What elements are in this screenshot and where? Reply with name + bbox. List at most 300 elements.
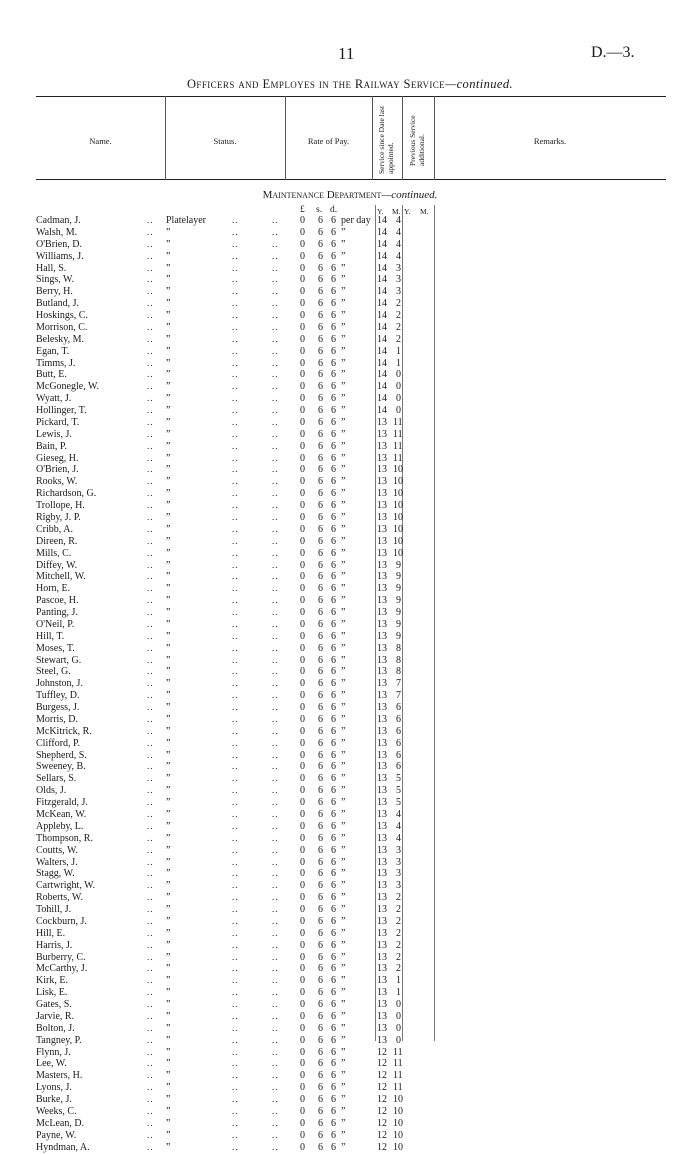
pay-shillings: 6 [318,761,323,773]
service-months: 10 [393,476,403,488]
pay-shillings: 6 [318,381,323,393]
employee-status: ” [166,559,171,571]
pay-shillings: 6 [318,630,323,642]
pay-shillings: 6 [318,345,323,357]
pay-period: ” [341,785,346,797]
leader-dots: .. [147,1082,154,1093]
service-months: 0 [396,381,401,393]
employee-status: ” [166,690,171,702]
employee-status: ” [166,1094,171,1106]
pay-shillings: 6 [318,773,323,785]
employee-name: Jarvie, R. [36,1010,75,1022]
leader-dots: .. [147,535,154,546]
leader-dots: .. [272,951,279,962]
leader-dots: .. [232,1010,239,1021]
leader-dots: .. [272,369,279,380]
leader-dots: .. [147,333,154,344]
pay-pounds: 0 [300,797,305,809]
leader-dots: .. [272,927,279,938]
employee-name: Harris, J. [36,939,73,951]
pay-period: ” [341,369,346,381]
employee-name: McCarthy, J. [36,963,88,975]
leader-dots: .. [232,618,239,629]
pay-shillings: 6 [318,975,323,987]
leader-dots: .. [232,702,239,713]
leader-dots: .. [147,321,154,332]
employee-status: ” [166,321,171,333]
pay-pence: 6 [331,238,336,250]
employee-status: ” [166,1034,171,1046]
leader-dots: .. [232,820,239,831]
pay-period: ” [341,761,346,773]
employee-name: Hill, T. [36,630,65,642]
pay-pounds: 0 [300,393,305,405]
leader-dots: .. [147,749,154,760]
employee-name: Rooks, W. [36,476,78,488]
service-months: 10 [393,1094,403,1106]
employee-status: ” [166,725,171,737]
leader-dots: .. [272,571,279,582]
service-years: 13 [377,416,387,428]
pay-pence: 6 [331,583,336,595]
pay-pence: 6 [331,630,336,642]
service-years: 14 [377,226,387,238]
service-months: 11 [393,1070,403,1082]
employee-name: Bolton, J. [36,1022,75,1034]
service-years: 12 [377,1094,387,1106]
pay-pounds: 0 [300,856,305,868]
service-months: 2 [396,892,401,904]
pay-pounds: 0 [300,618,305,630]
pay-pence: 6 [331,987,336,999]
pay-period: ” [341,915,346,927]
service-months: 3 [396,844,401,856]
table-row [0,1011,700,1023]
employee-name: Weeks, C. [36,1106,77,1117]
pay-pounds: 0 [300,1022,305,1034]
service-years: 13 [377,702,387,714]
pay-period: ” [341,987,346,999]
leader-dots: .. [232,666,239,677]
table-row [0,868,700,880]
section-main: Maintenance Department [262,189,382,201]
table-row [0,690,700,702]
leader-dots: .. [147,927,154,938]
employee-status: ” [166,1117,171,1129]
pay-pounds: 0 [300,773,305,785]
service-years: 13 [377,523,387,535]
leader-dots: .. [232,1094,239,1105]
leader-dots: .. [232,286,239,297]
leader-dots: .. [232,1034,239,1045]
pay-pounds: 0 [300,1010,305,1022]
leader-dots: .. [272,702,279,713]
table-row [0,619,700,631]
pay-pence: 6 [331,915,336,927]
employee-status: ” [166,963,171,975]
leader-dots: .. [147,440,154,451]
pay-pence: 6 [331,820,336,832]
pay-shillings: 6 [318,1094,323,1106]
pay-shillings: 6 [318,999,323,1011]
leader-dots: .. [147,262,154,273]
pay-period: ” [341,904,346,916]
service-years: 13 [377,535,387,547]
leader-dots: .. [272,856,279,867]
service-months: 2 [396,321,401,333]
leader-dots: .. [272,832,279,843]
leader-dots: .. [147,452,154,463]
table-row [0,963,700,975]
leader-dots: .. [147,963,154,974]
pay-pence: 6 [331,595,336,607]
pay-pence: 6 [331,571,336,583]
pay-period: ” [341,226,346,238]
table-row [0,429,700,441]
table-row [0,1142,700,1154]
service-months: 9 [396,630,401,642]
service-years: 14 [377,333,387,345]
service-years: 12 [377,1058,387,1070]
leader-dots: .. [147,238,154,249]
service-months: 6 [396,761,401,773]
employee-status: ” [166,1022,171,1034]
table-row [0,975,700,987]
table-row [0,738,700,750]
pay-pence: 6 [331,844,336,856]
leader-dots: .. [147,405,154,416]
leader-dots: .. [147,476,154,487]
pay-pounds: 0 [300,690,305,702]
leader-dots: .. [272,238,279,249]
leader-dots: .. [232,749,239,760]
leader-dots: .. [272,250,279,261]
employee-status: ” [166,488,171,500]
service-months: 4 [396,820,401,832]
pay-pounds: 0 [300,262,305,274]
pay-pence: 6 [331,904,336,916]
employee-status: ” [166,523,171,535]
pay-shillings: 6 [318,678,323,690]
employee-status: ” [166,345,171,357]
leader-dots: .. [147,904,154,915]
header-previous: Previous Service additional. [408,115,426,166]
leader-dots: .. [232,559,239,570]
leader-dots: .. [147,1094,154,1105]
pay-shillings: 6 [318,713,323,725]
employee-name: Payne, W. [36,1129,77,1141]
leader-dots: .. [147,1058,154,1069]
pay-period: ” [341,321,346,333]
pay-pounds: 0 [300,500,305,512]
pay-period: ” [341,310,346,322]
pay-shillings: 6 [318,749,323,761]
table-row [0,583,700,595]
service-months: 1 [396,357,401,369]
pay-period: ” [341,416,346,428]
pay-pence: 6 [331,1106,336,1117]
leader-dots: .. [232,678,239,689]
leader-dots: .. [147,618,154,629]
employee-name: Timms, J. [36,357,76,369]
pay-pounds: 0 [300,630,305,642]
pay-pounds: 0 [300,416,305,428]
leader-dots: .. [272,333,279,344]
pay-period: ” [341,749,346,761]
pay-period: ” [341,797,346,809]
document-reference: D.—3. [591,44,635,61]
pay-pounds: 0 [300,999,305,1011]
pay-pounds: 0 [300,333,305,345]
leader-dots: .. [232,737,239,748]
leader-dots: .. [232,987,239,998]
employee-name: Butland, J. [36,298,80,310]
table-row [0,797,700,809]
service-years: 13 [377,880,387,892]
page-number: 11 [338,44,355,63]
unit-shillings: s. [316,205,323,215]
service-years: 13 [377,452,387,464]
pay-pounds: 0 [300,440,305,452]
pay-pounds: 0 [300,250,305,262]
pay-shillings: 6 [318,357,323,369]
leader-dots: .. [272,464,279,475]
service-years: 14 [377,321,387,333]
service-months: 11 [393,1058,403,1070]
pay-period: ” [341,571,346,583]
pay-pounds: 0 [300,987,305,999]
leader-dots: .. [232,975,239,986]
employee-status: ” [166,904,171,916]
service-years: 13 [377,915,387,927]
leader-dots: .. [147,785,154,796]
leader-dots: .. [147,1106,154,1116]
leader-dots: .. [147,607,154,618]
leader-dots: .. [272,321,279,332]
pay-shillings: 6 [318,452,323,464]
pay-shillings: 6 [318,927,323,939]
employee-status: ” [166,880,171,892]
employee-status: ” [166,1010,171,1022]
table-row [0,488,700,500]
leader-dots: .. [232,310,239,321]
pay-pence: 6 [331,393,336,405]
pay-period: ” [341,713,346,725]
leader-dots: .. [232,226,239,237]
service-months: 9 [396,559,401,571]
pay-shillings: 6 [318,785,323,797]
pay-shillings: 6 [318,820,323,832]
pay-period: ” [341,357,346,369]
service-years: 13 [377,927,387,939]
pay-shillings: 6 [318,607,323,619]
employee-status: ” [166,809,171,820]
employee-status: ” [166,868,171,880]
table-row [0,358,700,370]
leader-dots: .. [147,702,154,713]
pay-shillings: 6 [318,797,323,809]
service-months: 3 [396,880,401,892]
pay-pounds: 0 [300,761,305,773]
leader-dots: .. [272,393,279,404]
employee-name: Mitchell, W. [36,571,86,583]
leader-dots: .. [147,1046,154,1057]
employee-status: ” [166,999,171,1011]
table-row [0,880,700,892]
employee-status: ” [166,571,171,583]
table-row [0,999,700,1011]
leader-dots: .. [232,963,239,974]
service-years: 13 [377,987,387,999]
service-years: 13 [377,595,387,607]
leader-dots: .. [147,737,154,748]
employee-status: ” [166,405,171,417]
pay-pence: 6 [331,1034,336,1046]
service-months: 9 [396,607,401,619]
leader-dots: .. [232,416,239,427]
pay-shillings: 6 [318,488,323,500]
employee-name: Mills, C. [36,547,72,559]
leader-dots: .. [147,915,154,926]
leader-dots: .. [232,1022,239,1033]
leader-dots: .. [147,1070,154,1081]
service-years: 14 [377,310,387,322]
service-months: 10 [393,1117,403,1129]
leader-dots: .. [272,345,279,356]
table-row [0,500,700,512]
employee-name: Coutts, W. [36,844,78,856]
pay-pounds: 0 [300,535,305,547]
leader-dots: .. [147,820,154,831]
leader-dots: .. [232,369,239,380]
service-years: 14 [377,405,387,417]
pay-pounds: 0 [300,583,305,595]
leader-dots: .. [272,915,279,926]
table-row [0,1047,700,1059]
employee-name: Rigby, J. P. [36,512,81,523]
pay-period: ” [341,488,346,500]
pay-pence: 6 [331,559,336,571]
employee-status: ” [166,927,171,939]
leader-dots: .. [147,892,154,903]
header-divider-3 [372,96,373,180]
service-years: 12 [377,1141,387,1153]
employee-name: Pascoe, H. [36,595,79,607]
employee-status: ” [166,844,171,856]
leader-dots: .. [147,868,154,879]
employee-name: Walsh, M. [36,226,78,238]
employee-status: ” [166,1070,171,1082]
pay-shillings: 6 [318,809,323,820]
leader-dots: .. [272,1141,279,1152]
pay-shillings: 6 [318,583,323,595]
employee-name: Tangney, P. [36,1034,82,1046]
employee-name: Hyndman, A. [36,1141,90,1153]
table-row [0,809,700,821]
service-months: 11 [393,452,403,464]
employee-status: ” [166,547,171,559]
leader-dots: .. [232,535,239,546]
leader-dots: .. [272,797,279,808]
service-months: 9 [396,618,401,630]
pay-pence: 6 [331,642,336,654]
pay-pounds: 0 [300,963,305,975]
leader-dots: .. [272,440,279,451]
service-months: 2 [396,298,401,310]
pay-shillings: 6 [318,1117,323,1129]
pay-shillings: 6 [318,856,323,868]
pay-shillings: 6 [318,666,323,678]
service-years: 14 [377,369,387,381]
pay-period: ” [341,405,346,417]
pay-pence: 6 [331,951,336,963]
pay-pence: 6 [331,785,336,797]
pay-period: ” [341,1046,346,1058]
pay-shillings: 6 [318,547,323,559]
leader-dots: .. [147,630,154,641]
leader-dots: .. [272,310,279,321]
employee-status: ” [166,274,171,286]
service-months: 5 [396,785,401,797]
service-months: 10 [393,523,403,535]
employee-status: ” [166,1141,171,1153]
leader-dots: .. [232,512,239,522]
employee-name: Cadman, J. [36,215,81,226]
service-years: 13 [377,1010,387,1022]
employee-name: Lisk, E. [36,987,68,999]
table-row [0,298,700,310]
pay-shillings: 6 [318,1106,323,1117]
pay-pence: 6 [331,226,336,238]
employee-status: ” [166,975,171,987]
pay-shillings: 6 [318,702,323,714]
leader-dots: .. [272,428,279,439]
service-months: 2 [396,963,401,975]
pay-pence: 6 [331,428,336,440]
employee-status: ” [166,381,171,393]
service-months: 11 [393,1082,403,1094]
employee-name: Lewis, J. [36,428,72,440]
pay-period: ” [341,559,346,571]
table-row [0,1118,700,1130]
table-row [0,940,700,952]
pay-pounds: 0 [300,975,305,987]
service-months: 0 [396,405,401,417]
pay-shillings: 6 [318,725,323,737]
pay-pounds: 0 [300,405,305,417]
pay-shillings: 6 [318,298,323,310]
service-months: 11 [393,440,403,452]
pay-pounds: 0 [300,428,305,440]
pay-shillings: 6 [318,595,323,607]
service-months: 4 [396,226,401,238]
pay-pounds: 0 [300,381,305,393]
leader-dots: .. [272,820,279,831]
pay-period: ” [341,1034,346,1046]
pay-pounds: 0 [300,571,305,583]
leader-dots: .. [232,583,239,594]
employee-name: Egan, T. [36,345,70,357]
employee-name: Appleby, L. [36,820,84,832]
leader-dots: .. [272,1058,279,1069]
header-name: Name. [89,136,112,146]
table-row [0,417,700,429]
pay-period: ” [341,535,346,547]
pay-pounds: 0 [300,274,305,286]
pay-shillings: 6 [318,500,323,512]
pay-pence: 6 [331,250,336,262]
employee-status: ” [166,595,171,607]
